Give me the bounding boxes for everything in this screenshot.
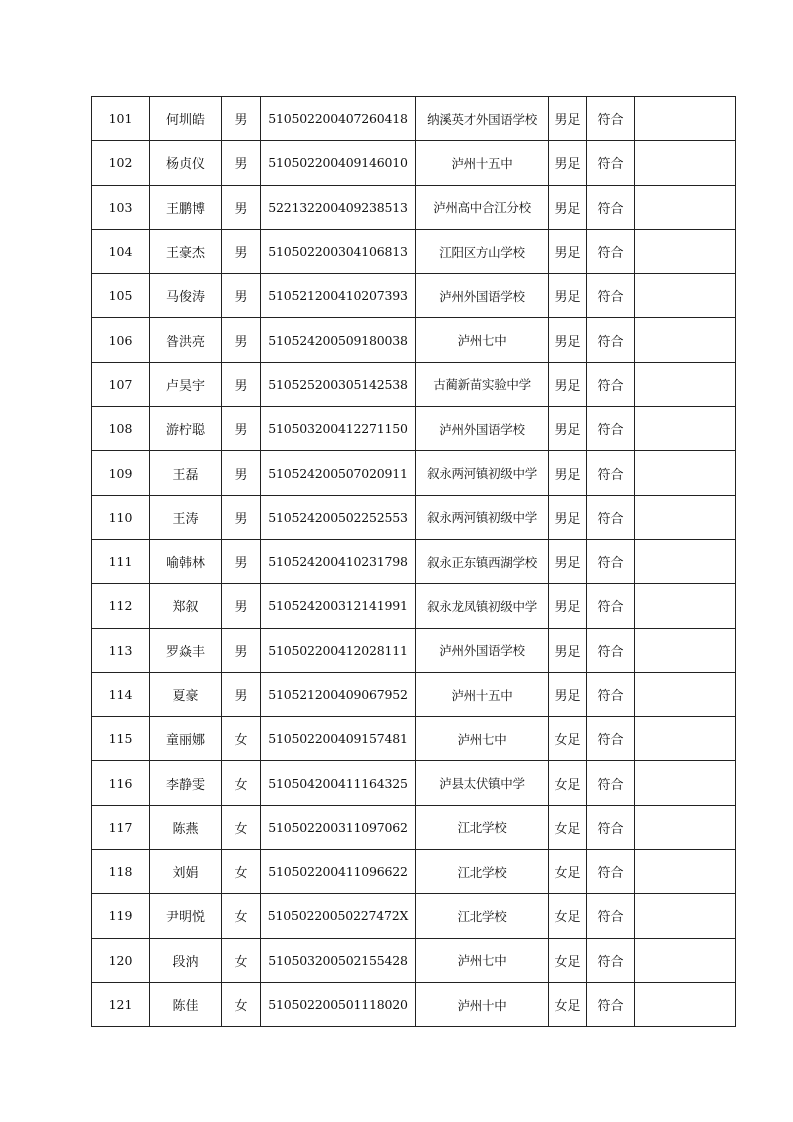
cell-name: 王磊 (150, 451, 222, 495)
cell-result: 符合 (587, 97, 635, 141)
cell-gender: 男 (222, 672, 261, 716)
cell-category: 男足 (549, 185, 587, 229)
cell-category: 女足 (549, 761, 587, 805)
table-row (92, 229, 736, 273)
cell-name: 尹明悦 (150, 894, 222, 938)
cell-id-number: 510524200509180038 (261, 318, 416, 362)
cell-note (635, 584, 736, 628)
cell-result: 符合 (587, 407, 635, 451)
cell-category: 男足 (549, 495, 587, 539)
cell-result: 符合 (587, 894, 635, 938)
cell-id-number: 510502200501118020 (261, 982, 416, 1026)
cell-id-number: 510525200305142538 (261, 362, 416, 406)
cell-category: 男足 (549, 407, 587, 451)
cell-number: 101 (92, 97, 150, 141)
cell-name: 陈佳 (150, 982, 222, 1026)
cell-number: 113 (92, 628, 150, 672)
cell-note (635, 850, 736, 894)
cell-name: 王鹏博 (150, 185, 222, 229)
cell-gender: 男 (222, 362, 261, 406)
cell-gender: 女 (222, 982, 261, 1026)
cell-name: 郑叙 (150, 584, 222, 628)
cell-name: 喻韩林 (150, 539, 222, 583)
cell-number: 119 (92, 894, 150, 938)
cell-result: 符合 (587, 539, 635, 583)
table-row (92, 141, 736, 185)
cell-result: 符合 (587, 850, 635, 894)
cell-name: 游柠聪 (150, 407, 222, 451)
cell-gender: 女 (222, 894, 261, 938)
cell-note (635, 362, 736, 406)
cell-note (635, 229, 736, 273)
cell-result: 符合 (587, 185, 635, 229)
cell-id-number: 510502200412028111 (261, 628, 416, 672)
cell-result: 符合 (587, 805, 635, 849)
cell-number: 104 (92, 229, 150, 273)
cell-name: 夏豪 (150, 672, 222, 716)
cell-name: 刘娟 (150, 850, 222, 894)
cell-number: 116 (92, 761, 150, 805)
cell-note (635, 672, 736, 716)
cell-number: 103 (92, 185, 150, 229)
cell-name: 陈燕 (150, 805, 222, 849)
roster-body (92, 97, 736, 1027)
cell-note (635, 451, 736, 495)
roster-table (91, 96, 736, 1027)
cell-note (635, 539, 736, 583)
cell-school: 泸州七中 (416, 938, 549, 982)
cell-result: 符合 (587, 628, 635, 672)
cell-result: 符合 (587, 938, 635, 982)
table-row (92, 628, 736, 672)
cell-gender: 男 (222, 451, 261, 495)
cell-number: 106 (92, 318, 150, 362)
cell-name: 王豪杰 (150, 229, 222, 273)
cell-gender: 女 (222, 717, 261, 761)
cell-id-number: 522132200409238513 (261, 185, 416, 229)
cell-note (635, 141, 736, 185)
cell-note (635, 185, 736, 229)
cell-school: 纳溪英才外国语学校 (416, 97, 549, 141)
cell-note (635, 805, 736, 849)
cell-gender: 男 (222, 274, 261, 318)
cell-number: 111 (92, 539, 150, 583)
cell-number: 121 (92, 982, 150, 1026)
cell-category: 女足 (549, 938, 587, 982)
table-row (92, 495, 736, 539)
cell-id-number: 510503200502155428 (261, 938, 416, 982)
cell-id-number: 510502200311097062 (261, 805, 416, 849)
cell-id-number: 510504200411164325 (261, 761, 416, 805)
table-row (92, 318, 736, 362)
cell-note (635, 318, 736, 362)
cell-note (635, 97, 736, 141)
cell-school: 泸州高中合江分校 (416, 185, 549, 229)
cell-number: 114 (92, 672, 150, 716)
cell-name: 罗焱丰 (150, 628, 222, 672)
cell-result: 符合 (587, 318, 635, 362)
cell-id-number: 510524200507020911 (261, 451, 416, 495)
table-row (92, 850, 736, 894)
cell-school: 泸州外国语学校 (416, 628, 549, 672)
cell-gender: 女 (222, 850, 261, 894)
cell-school: 叙永两河镇初级中学 (416, 451, 549, 495)
cell-gender: 男 (222, 318, 261, 362)
cell-category: 男足 (549, 539, 587, 583)
cell-result: 符合 (587, 451, 635, 495)
cell-note (635, 495, 736, 539)
cell-result: 符合 (587, 274, 635, 318)
cell-number: 120 (92, 938, 150, 982)
cell-category: 女足 (549, 982, 587, 1026)
table-row (92, 982, 736, 1026)
cell-note (635, 938, 736, 982)
cell-school: 江北学校 (416, 805, 549, 849)
cell-result: 符合 (587, 717, 635, 761)
cell-id-number: 510524200410231798 (261, 539, 416, 583)
table-row (92, 362, 736, 406)
cell-school: 泸州十五中 (416, 672, 549, 716)
cell-result: 符合 (587, 761, 635, 805)
cell-name: 杨贞仪 (150, 141, 222, 185)
cell-category: 男足 (549, 584, 587, 628)
table-row (92, 539, 736, 583)
cell-category: 女足 (549, 850, 587, 894)
cell-school: 江北学校 (416, 850, 549, 894)
cell-note (635, 407, 736, 451)
cell-id-number: 510502200409157481 (261, 717, 416, 761)
cell-school: 泸州十五中 (416, 141, 549, 185)
cell-school: 叙永正东镇西湖学校 (416, 539, 549, 583)
cell-gender: 男 (222, 628, 261, 672)
cell-id-number: 510502200304106813 (261, 229, 416, 273)
cell-result: 符合 (587, 141, 635, 185)
table-row (92, 451, 736, 495)
cell-category: 男足 (549, 274, 587, 318)
cell-school: 叙永龙凤镇初级中学 (416, 584, 549, 628)
cell-category: 男足 (549, 318, 587, 362)
table-row (92, 894, 736, 938)
cell-result: 符合 (587, 362, 635, 406)
cell-name: 李静雯 (150, 761, 222, 805)
cell-number: 107 (92, 362, 150, 406)
cell-school: 古蔺新苗实验中学 (416, 362, 549, 406)
cell-name: 昝洪亮 (150, 318, 222, 362)
cell-school: 泸州外国语学校 (416, 407, 549, 451)
cell-name: 段汭 (150, 938, 222, 982)
cell-category: 女足 (549, 894, 587, 938)
cell-school: 泸州七中 (416, 717, 549, 761)
cell-gender: 男 (222, 539, 261, 583)
table-row (92, 274, 736, 318)
cell-category: 男足 (549, 362, 587, 406)
cell-number: 110 (92, 495, 150, 539)
cell-result: 符合 (587, 672, 635, 716)
table-row (92, 97, 736, 141)
cell-name: 马俊涛 (150, 274, 222, 318)
cell-note (635, 982, 736, 1026)
cell-category: 男足 (549, 141, 587, 185)
table-row (92, 938, 736, 982)
cell-result: 符合 (587, 229, 635, 273)
cell-category: 男足 (549, 451, 587, 495)
table-row (92, 584, 736, 628)
cell-gender: 女 (222, 938, 261, 982)
cell-gender: 男 (222, 584, 261, 628)
cell-id-number: 510502200407260418 (261, 97, 416, 141)
cell-gender: 男 (222, 229, 261, 273)
cell-note (635, 274, 736, 318)
cell-school: 泸州十中 (416, 982, 549, 1026)
cell-name: 童丽娜 (150, 717, 222, 761)
cell-id-number: 510521200409067952 (261, 672, 416, 716)
cell-school: 泸县太伏镇中学 (416, 761, 549, 805)
cell-note (635, 717, 736, 761)
cell-gender: 男 (222, 185, 261, 229)
cell-id-number: 510524200502252553 (261, 495, 416, 539)
cell-category: 男足 (549, 628, 587, 672)
cell-id-number: 510502200409146010 (261, 141, 416, 185)
cell-number: 115 (92, 717, 150, 761)
cell-id-number: 510502200411096622 (261, 850, 416, 894)
cell-school: 泸州外国语学校 (416, 274, 549, 318)
cell-school: 叙永两河镇初级中学 (416, 495, 549, 539)
cell-number: 102 (92, 141, 150, 185)
table-row (92, 407, 736, 451)
cell-number: 117 (92, 805, 150, 849)
cell-gender: 女 (222, 805, 261, 849)
cell-result: 符合 (587, 982, 635, 1026)
cell-name: 王涛 (150, 495, 222, 539)
cell-gender: 男 (222, 407, 261, 451)
cell-number: 118 (92, 850, 150, 894)
cell-name: 何圳皓 (150, 97, 222, 141)
cell-number: 109 (92, 451, 150, 495)
cell-school: 泸州七中 (416, 318, 549, 362)
cell-category: 女足 (549, 717, 587, 761)
cell-note (635, 628, 736, 672)
cell-note (635, 894, 736, 938)
cell-gender: 女 (222, 761, 261, 805)
table-row (92, 717, 736, 761)
cell-id-number: 510521200410207393 (261, 274, 416, 318)
table-row (92, 805, 736, 849)
cell-gender: 男 (222, 141, 261, 185)
cell-school: 江北学校 (416, 894, 549, 938)
cell-number: 105 (92, 274, 150, 318)
cell-category: 男足 (549, 229, 587, 273)
cell-gender: 男 (222, 495, 261, 539)
cell-gender: 男 (222, 97, 261, 141)
table-row (92, 185, 736, 229)
cell-number: 112 (92, 584, 150, 628)
cell-result: 符合 (587, 495, 635, 539)
cell-result: 符合 (587, 584, 635, 628)
table-row (92, 672, 736, 716)
cell-note (635, 761, 736, 805)
table-row (92, 761, 736, 805)
cell-category: 男足 (549, 672, 587, 716)
cell-category: 男足 (549, 97, 587, 141)
cell-number: 108 (92, 407, 150, 451)
cell-category: 女足 (549, 805, 587, 849)
cell-id-number: 510524200312141991 (261, 584, 416, 628)
cell-school: 江阳区方山学校 (416, 229, 549, 273)
cell-id-number: 510503200412271150 (261, 407, 416, 451)
cell-name: 卢昊宇 (150, 362, 222, 406)
cell-id-number: 51050220050227472X (261, 894, 416, 938)
